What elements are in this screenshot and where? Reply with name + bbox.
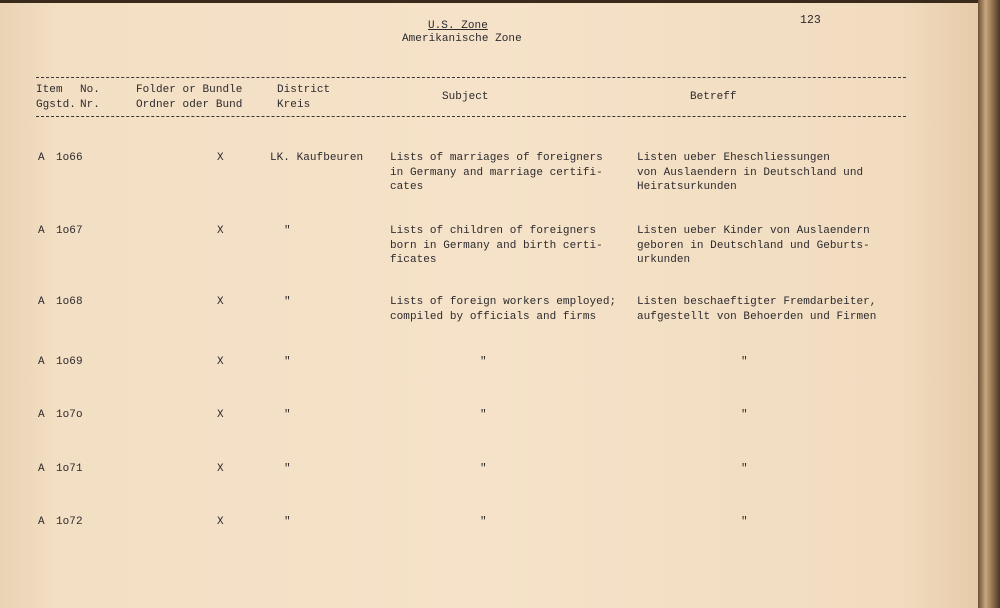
cell-item: A <box>38 356 45 368</box>
cell-no: 1o7o <box>56 409 83 421</box>
cell-item: A <box>38 296 45 308</box>
cell-district: " <box>284 356 291 368</box>
header-divider-bottom <box>36 116 906 117</box>
zone-subtitle: Amerikanische Zone <box>402 33 522 45</box>
cell-folder: X <box>217 463 224 475</box>
cell-folder: X <box>217 225 224 237</box>
col-header-district: District Kreis <box>277 84 331 111</box>
cell-subject: Lists of foreign workers employed; compiled by officials and firms <box>390 296 617 323</box>
cell-folder: X <box>217 296 224 308</box>
cell-district: " <box>284 463 291 475</box>
cell-betreff: " <box>741 463 748 475</box>
cell-item: A <box>38 225 45 237</box>
cell-betreff: Listen beschaeftigter Fremdarbeiter, aufgestellt von Behoerden und Firmen <box>637 296 877 323</box>
cell-no: 1o68 <box>56 296 83 308</box>
cell-subject: " <box>480 516 487 528</box>
cell-district: " <box>284 296 291 308</box>
cell-no: 1o71 <box>56 463 83 475</box>
cell-district: " <box>284 225 291 237</box>
page-number: 123 <box>800 14 821 27</box>
cell-subject: " <box>480 409 487 421</box>
book-binding <box>978 0 1000 608</box>
cell-no: 1o69 <box>56 356 83 368</box>
cell-betreff: " <box>741 356 748 368</box>
cell-folder: X <box>217 409 224 421</box>
cell-no: 1o67 <box>56 225 83 237</box>
cell-folder: X <box>217 152 224 164</box>
cell-item: A <box>38 463 45 475</box>
cell-betreff: Listen ueber Kinder von Auslaendern geboren in Deutschland und Geburts- urkunden <box>637 225 870 266</box>
cell-folder: X <box>217 356 224 368</box>
cell-subject: " <box>480 356 487 368</box>
cell-district: " <box>284 516 291 528</box>
cell-item: A <box>38 409 45 421</box>
cell-subject: Lists of marriages of foreigners in Germany and marriage certifi- cates <box>390 152 603 193</box>
cell-betreff: " <box>741 516 748 528</box>
cell-betreff: " <box>741 409 748 421</box>
col-header-item: Item Ggstd. <box>36 84 76 111</box>
col-header-no: No. Nr. <box>80 84 100 111</box>
cell-subject: " <box>480 463 487 475</box>
col-header-betreff: Betreff <box>690 91 737 103</box>
cell-no: 1o66 <box>56 152 83 164</box>
document-page <box>0 3 978 608</box>
col-header-folder: Folder or Bundle Ordner oder Bund <box>136 84 243 111</box>
cell-district: LK. Kaufbeuren <box>270 152 364 164</box>
cell-item: A <box>38 152 45 164</box>
cell-no: 1o72 <box>56 516 83 528</box>
col-header-subject: Subject <box>442 91 489 103</box>
header-divider-top <box>36 77 906 78</box>
cell-betreff: Listen ueber Eheschliessungen von Auslaendern in Deutschland und Heiratsurkunden <box>637 152 864 193</box>
cell-subject: Lists of children of foreigners born in Germany and birth certi- ficates <box>390 225 603 266</box>
cell-district: " <box>284 409 291 421</box>
cell-item: A <box>38 516 45 528</box>
zone-title: U.S. Zone <box>428 20 488 32</box>
cell-folder: X <box>217 516 224 528</box>
